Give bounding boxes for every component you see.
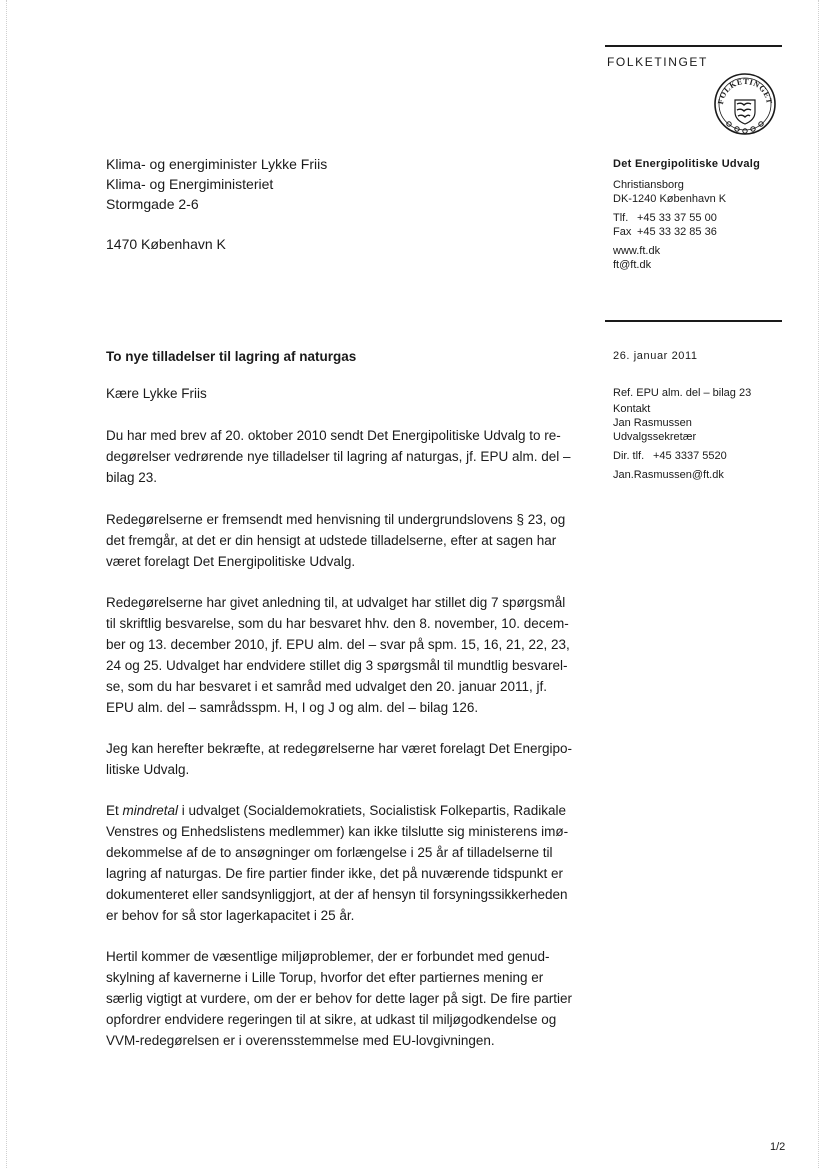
scan-edge-left bbox=[6, 0, 7, 1168]
paragraph-line: været forelagt Det Energipolitiske Udvalg. bbox=[106, 554, 356, 569]
paragraph-3 bbox=[106, 592, 586, 718]
recipient-line: Stormgade 2-6 bbox=[106, 196, 199, 212]
sender-fax bbox=[613, 225, 813, 239]
paragraph-line: ber og 13. december 2010, jf. EPU alm. del – svar på spm. 15, 16, 21, 22, 23, bbox=[106, 637, 570, 652]
reference: Ref. EPU alm. del – bilag 23 bbox=[613, 387, 752, 399]
letter-date: 26. januar 2011 bbox=[613, 350, 698, 362]
recipient-postal: 1470 København K bbox=[106, 236, 226, 252]
sender-address-line: DK-1240 København K bbox=[613, 193, 727, 205]
paragraph-line: litiske Udvalg. bbox=[106, 762, 190, 777]
sender-email: ft@ft.dk bbox=[613, 259, 652, 271]
paragraph-line: dekommelse af de to ansøgninger om forlængelse i 25 år af tilladelserne til bbox=[106, 845, 553, 860]
scan-edge-right bbox=[818, 0, 819, 1168]
paragraph-line: opfordrer endvidere regeringen til at sikre, at udkast til miljøgodkendelse og bbox=[106, 1012, 557, 1027]
paragraph-line: Du har med brev af 20. oktober 2010 sendt Det Energipolitiske Udvalg to re- bbox=[106, 428, 561, 443]
contact-title: Udvalgssekretær bbox=[613, 431, 697, 443]
paragraph-line: 24 og 25. Udvalget har endvidere stillet dig 3 spørgsmål til mundtlig besvarel- bbox=[106, 658, 568, 673]
paragraph-line: dokumenteret eller sandsynliggjort, at der af hensyn til forsyningssikkerheden bbox=[106, 887, 568, 902]
organisation-name: FOLKETINGET bbox=[607, 55, 708, 69]
folketinget-seal-icon bbox=[713, 72, 777, 136]
paragraph-line: særlig vigtigt at vurdere, om der er behov for dette lager på sigt. De fire partier bbox=[106, 991, 572, 1006]
paragraph-line: bilag 23. bbox=[106, 470, 158, 485]
paragraph-6 bbox=[106, 946, 586, 1051]
recipient-line: Klima- og energiminister Lykke Friis bbox=[106, 156, 328, 172]
paragraph-line: Redegørelserne er fremsendt med henvisning til undergrundslovens § 23, og bbox=[106, 512, 566, 527]
svg-text:FOLKETINGET: FOLKETINGET bbox=[715, 76, 775, 106]
fax-label: Fax bbox=[613, 226, 632, 238]
sender-phone bbox=[613, 211, 813, 225]
letterhead-bottom-rule bbox=[605, 320, 782, 322]
recipient-line: Klima- og Energiministeriet bbox=[106, 176, 274, 192]
letterhead-top-rule bbox=[605, 45, 782, 47]
direct-phone-label: Dir. tlf. bbox=[613, 450, 645, 462]
paragraph-line: lagring af naturgas. De fire partier finder ikke, det på nuværende tidspunkt er bbox=[106, 866, 564, 881]
page-number: 1/2 bbox=[770, 1141, 786, 1153]
paragraph-text: Et bbox=[106, 803, 123, 818]
paragraph-line: Redegørelserne har givet anledning til, at udvalget har stillet dig 7 spørgsmål bbox=[106, 595, 566, 610]
sender-block bbox=[613, 157, 813, 272]
paragraph-line: VVM-redegørelsen er i overensstemmelse med EU-lovgivningen. bbox=[106, 1033, 495, 1048]
emphasis-minority: mindretal bbox=[122, 803, 179, 818]
paragraph-line: Venstres og Enhedslistens medlemmer) kan ikke tilslutte sig ministerens imø- bbox=[106, 824, 569, 839]
committee-name: Det Energipolitiske Udvalg bbox=[613, 158, 761, 170]
paragraph-text: i udvalget (Socialdemokratiets, Socialistisk Folkepartis, Radikale bbox=[178, 803, 566, 818]
contact-email: Jan.Rasmussen@ft.dk bbox=[613, 469, 724, 481]
recipient-address bbox=[106, 154, 327, 254]
sender-address-line: Christiansborg bbox=[613, 179, 684, 191]
direct-phone-number: +45 3337 5520 bbox=[653, 450, 727, 462]
paragraph-5 bbox=[106, 800, 586, 926]
paragraph-line: til skriftlig besvarelse, som du har besvaret hhv. den 8. november, 10. decem- bbox=[106, 616, 569, 631]
paragraph-line: Hertil kommer de væsentlige miljøproblemer, der er forbundet med genud- bbox=[106, 949, 550, 964]
phone-label: Tlf. bbox=[613, 212, 629, 224]
paragraph-line: se, som du har besvaret i et samråd med udvalget den 20. januar 2011, jf. bbox=[106, 679, 548, 694]
paragraph-line: degørelser vedrørende nye tilladelser til lagring af naturgas, jf. EPU alm. del – bbox=[106, 449, 571, 464]
contact-name: Jan Rasmussen bbox=[613, 417, 692, 429]
fax-number: +45 33 32 85 36 bbox=[637, 226, 717, 238]
sender-web: www.ft.dk bbox=[613, 245, 661, 257]
paragraph-line bbox=[106, 800, 586, 821]
paragraph-line: EPU alm. del – samrådsspm. H, I og J og alm. del – bilag 126. bbox=[106, 700, 479, 715]
paragraph-1 bbox=[106, 425, 586, 488]
paragraph-2 bbox=[106, 509, 586, 572]
letter-title: To nye tilladelser til lagring af naturgas bbox=[106, 349, 357, 364]
paragraph-line: det fremgår, at det er din hensigt at udstede tilladelserne, efter at sagen har bbox=[106, 533, 557, 548]
meta-block bbox=[613, 349, 813, 482]
paragraph-line: er behov for så stor lagerkapacitet i 25 år. bbox=[106, 908, 355, 923]
phone-number: +45 33 37 55 00 bbox=[637, 212, 717, 224]
paragraph-4 bbox=[106, 738, 586, 780]
direct-phone bbox=[613, 449, 813, 463]
salutation: Kære Lykke Friis bbox=[106, 386, 207, 401]
paragraph-line: skylning af kavernerne i Lille Torup, hvorfor det efter partiernes mening er bbox=[106, 970, 544, 985]
paragraph-line: Jeg kan herefter bekræfte, at redegørelserne har været forelagt Det Energipo- bbox=[106, 741, 572, 756]
contact-label: Kontakt bbox=[613, 403, 651, 415]
